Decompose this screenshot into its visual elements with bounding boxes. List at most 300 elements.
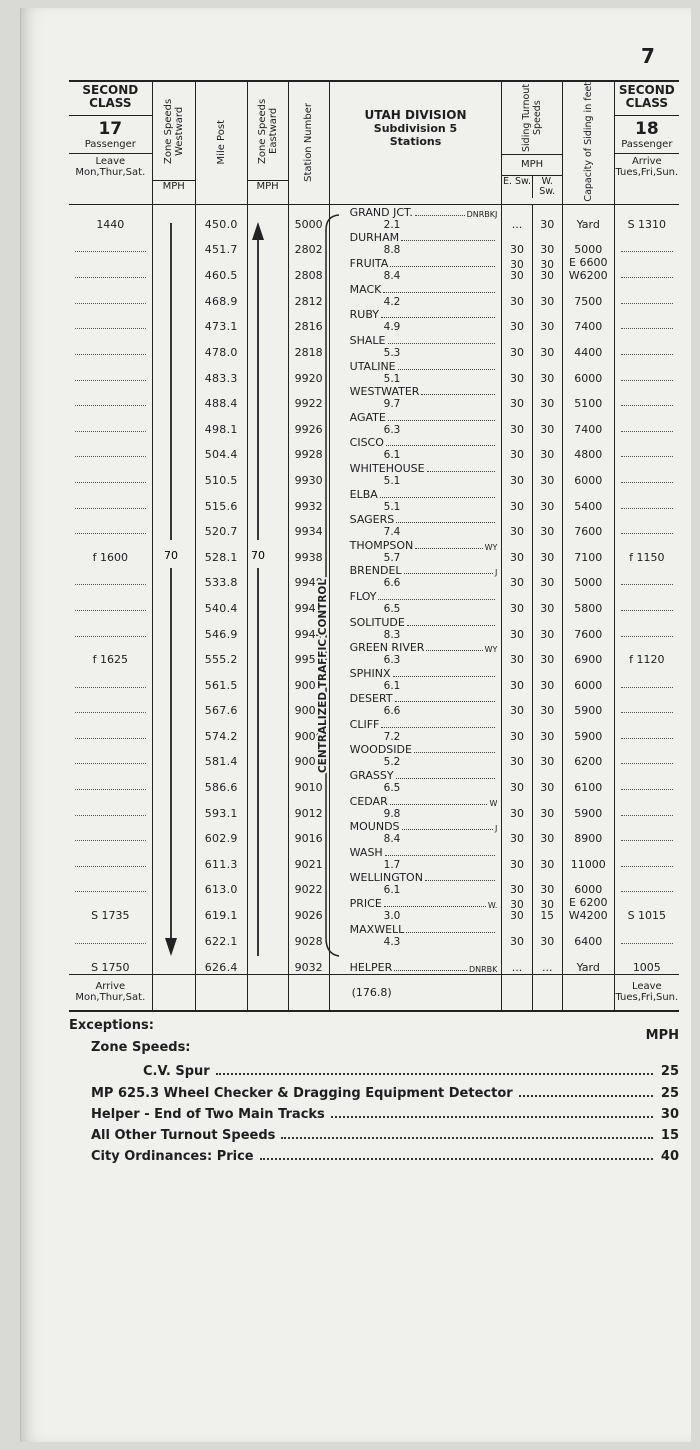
train-18-time xyxy=(614,410,679,436)
right-time-leader xyxy=(621,814,673,816)
exception-item xyxy=(91,1107,679,1122)
table-row xyxy=(69,589,679,615)
station-name: FRUITA xyxy=(349,257,389,271)
siding-capacity: 5900 xyxy=(562,717,614,743)
siding-capacity: 7600 xyxy=(562,513,614,539)
ctc-label: CENTRALIZED TRAFFIC CONTROL xyxy=(317,578,329,774)
train-18-time xyxy=(614,922,679,948)
train-17-time xyxy=(69,461,152,487)
station-cell xyxy=(329,385,502,411)
siding-capacity: E 6200 W4200 xyxy=(562,896,614,922)
e-switch-speed: ... xyxy=(502,205,532,231)
station-cell xyxy=(329,538,502,564)
train-17-time xyxy=(69,615,152,641)
e-switch-speed: 30 xyxy=(502,615,532,641)
siding-capacity: Yard xyxy=(562,205,614,231)
e-switch-speed: 30 xyxy=(502,922,532,948)
left-time-leader xyxy=(75,762,146,764)
station-number: 9010 xyxy=(288,768,329,794)
w-switch-speed: 30 xyxy=(532,922,562,948)
table-row xyxy=(69,922,679,948)
train-17-time: S 1735 xyxy=(69,896,152,922)
station-number: 2812 xyxy=(288,282,329,308)
station-distance: 8.4 xyxy=(383,270,401,283)
table-row xyxy=(69,896,679,922)
station-name: CLIFF xyxy=(349,717,380,731)
station-number: 9022 xyxy=(288,871,329,897)
e-switch-speed: 30 xyxy=(502,564,532,590)
train-18-time xyxy=(614,666,679,692)
left-time-leader xyxy=(75,404,146,406)
w-switch-speed: 30 xyxy=(532,794,562,820)
right-time-leader xyxy=(621,839,673,841)
mile-post: 555.2 xyxy=(195,641,247,667)
total-distance: (176.8) xyxy=(329,974,502,1011)
siding-capacity: 4800 xyxy=(562,436,614,462)
e-switch-speed-2: 30 xyxy=(510,270,524,283)
capacity-header xyxy=(562,81,614,205)
station-distance: 7.2 xyxy=(383,730,401,743)
e-switch-speed: 30 xyxy=(502,641,532,667)
station-code: J xyxy=(495,568,498,578)
exception-item xyxy=(91,1149,679,1164)
train-18-time xyxy=(614,768,679,794)
station-cell xyxy=(329,282,502,308)
e-switch-speed: 30 xyxy=(502,845,532,871)
w-switch-speed: 30 xyxy=(532,385,562,411)
subdivision-title: Subdivision 5 xyxy=(373,122,458,135)
table-row xyxy=(69,282,679,308)
mile-post: 561.5 xyxy=(195,666,247,692)
table-row xyxy=(69,717,679,743)
left-time-leader xyxy=(75,942,146,944)
train-17-time xyxy=(69,589,152,615)
siding-capacity: 8900 xyxy=(562,820,614,846)
left-time-leader xyxy=(75,865,146,867)
table-row xyxy=(69,845,679,871)
station-number: 9944 xyxy=(288,615,329,641)
w-switch-speed: 30 xyxy=(532,717,562,743)
left-time-leader xyxy=(75,276,146,278)
e-switch-speed xyxy=(502,256,532,282)
station-distance: 9.8 xyxy=(383,807,401,820)
train-18-time xyxy=(614,871,679,897)
station-cell xyxy=(329,308,502,334)
train-17-time: 1440 xyxy=(69,205,152,231)
station-cell xyxy=(329,231,502,257)
left-train-header xyxy=(69,81,152,205)
mile-post: 473.1 xyxy=(195,308,247,334)
left-time-leader xyxy=(75,302,146,304)
right-time-leader xyxy=(621,327,673,329)
station-name: DURHAM xyxy=(349,231,400,245)
train-17-time xyxy=(69,333,152,359)
right-time-leader xyxy=(621,788,673,790)
mile-post: 510.5 xyxy=(195,461,247,487)
footer-right-days: Leave Tues,Fri,Sun. xyxy=(614,974,679,1011)
left-time-leader xyxy=(75,379,146,381)
zone-west-mph: MPH xyxy=(153,180,195,192)
station-cell xyxy=(329,589,502,615)
station-distance: 5.1 xyxy=(383,474,401,487)
train-18-time xyxy=(614,359,679,385)
left-days: Leave Mon,Thur,Sat. xyxy=(69,153,152,178)
train-18-time xyxy=(614,845,679,871)
station-cell xyxy=(329,845,502,871)
table-row xyxy=(69,410,679,436)
left-time-leader xyxy=(75,686,146,688)
station-distance: 6.1 xyxy=(383,449,401,462)
train-18-time xyxy=(614,513,679,539)
train-17-time xyxy=(69,410,152,436)
siding-capacity: 6200 xyxy=(562,743,614,769)
station-name: CISCO xyxy=(349,436,384,450)
station-number: 9016 xyxy=(288,820,329,846)
table-row xyxy=(69,615,679,641)
train-17-time xyxy=(69,666,152,692)
e-switch-speed: 30 xyxy=(502,717,532,743)
zone-east-label: Zone Speeds Eastward xyxy=(256,98,279,164)
station-cell xyxy=(329,666,502,692)
e-switch-speed xyxy=(502,896,532,922)
exception-value: 30 xyxy=(660,1107,679,1122)
zone-west-header xyxy=(152,81,195,205)
w-switch-speed: 30 xyxy=(532,666,562,692)
station-name: MOUNDS xyxy=(349,820,400,834)
train-18-time xyxy=(614,231,679,257)
right-time-leader xyxy=(621,250,673,252)
right-time-leader xyxy=(621,737,673,739)
siding-capacity: 5000 xyxy=(562,231,614,257)
siding-capacity: 5900 xyxy=(562,794,614,820)
mile-post: 520.7 xyxy=(195,513,247,539)
station-name: CEDAR xyxy=(349,794,388,808)
table-row xyxy=(69,538,679,564)
siding-capacity: E 6600 W6200 xyxy=(562,256,614,282)
station-cell xyxy=(329,794,502,820)
train-18-time: S 1310 xyxy=(627,217,667,231)
right-time-leader xyxy=(621,404,673,406)
e-switch-speed: 30 xyxy=(502,385,532,411)
mile-post: 581.4 xyxy=(195,743,247,769)
w-sw-label: W. Sw. xyxy=(539,176,556,197)
mile-post: 586.6 xyxy=(195,768,247,794)
table-row xyxy=(69,794,679,820)
station-name: RUBY xyxy=(349,308,379,322)
table-row xyxy=(69,564,679,590)
siding-capacity: 7600 xyxy=(562,615,614,641)
e-switch-speed: 30 xyxy=(502,487,532,513)
zone-east-mph: MPH xyxy=(248,180,288,192)
train-17-time xyxy=(69,308,152,334)
left-time-leader xyxy=(75,737,146,739)
mile-post: 533.8 xyxy=(195,564,247,590)
siding-capacity: 5800 xyxy=(562,589,614,615)
station-distance: 3.0 xyxy=(383,910,401,923)
station-name: BRENDEL xyxy=(349,564,402,578)
right-time-leader xyxy=(621,481,673,483)
e-switch-speed: 30 xyxy=(502,282,532,308)
train-18-time xyxy=(614,820,679,846)
station-number: 9920 xyxy=(288,359,329,385)
train-18-time: f 1150 xyxy=(629,550,665,564)
station-number: 9032 xyxy=(288,948,329,974)
station-distance: 6.5 xyxy=(383,602,401,615)
w-switch-speed: 30 xyxy=(532,513,562,539)
exception-label: Helper - End of Two Main Tracks xyxy=(91,1107,325,1122)
station-number: 9934 xyxy=(288,513,329,539)
station-number: 9930 xyxy=(288,461,329,487)
station-cell xyxy=(329,410,502,436)
train-18-time xyxy=(614,564,679,590)
station-distance: 4.9 xyxy=(383,321,401,334)
e-switch-speed: 30 xyxy=(502,308,532,334)
w-switch-speed-1: 30 xyxy=(540,899,554,912)
station-distance: 6.3 xyxy=(383,654,401,667)
station-name: SAGERS xyxy=(349,513,395,527)
train-17-time xyxy=(69,513,152,539)
right-time-leader xyxy=(621,890,673,892)
right-time-leader xyxy=(621,942,673,944)
e-switch-speed: 30 xyxy=(502,410,532,436)
station-distance: 8.3 xyxy=(383,628,401,641)
mile-post: 540.4 xyxy=(195,589,247,615)
siding-capacity: 6100 xyxy=(562,768,614,794)
train-17-time xyxy=(69,845,152,871)
station-distance: 6.1 xyxy=(383,679,401,692)
mile-post: 626.4 xyxy=(195,948,247,974)
station-name: DESERT xyxy=(349,692,393,706)
train-17-time xyxy=(69,282,152,308)
mile-post: 528.1 xyxy=(195,538,247,564)
siding-capacity: 5900 xyxy=(562,692,614,718)
station-name: MACK xyxy=(349,282,382,296)
w-switch-speed xyxy=(532,256,562,282)
station-cell xyxy=(329,359,502,385)
exception-label: MP 625.3 Wheel Checker & Dragging Equipment Detector xyxy=(91,1086,513,1101)
train-18-time: S 1015 xyxy=(627,909,667,923)
e-switch-speed-2: 30 xyxy=(510,910,524,923)
right-time-leader xyxy=(621,455,673,457)
w-switch-speed xyxy=(532,896,562,922)
exception-label: All Other Turnout Speeds xyxy=(91,1128,276,1143)
station-distance: 2.1 xyxy=(383,218,401,231)
w-switch-speed: 30 xyxy=(532,641,562,667)
train-18-time xyxy=(614,282,679,308)
table-row xyxy=(69,768,679,794)
exception-label: C.V. Spur xyxy=(143,1064,210,1079)
exception-item xyxy=(91,1128,679,1143)
station-distance: 6.6 xyxy=(383,705,401,718)
e-switch-speed: ... xyxy=(502,948,532,974)
station-distance: 7.4 xyxy=(383,526,401,539)
mile-post: 450.0 xyxy=(195,205,247,231)
station-name: UTALINE xyxy=(349,359,396,373)
siding-capacity: 11000 xyxy=(562,845,614,871)
station-distance: 5.1 xyxy=(383,372,401,385)
right-time-leader xyxy=(621,686,673,688)
right-train-number: 18 xyxy=(615,115,679,139)
left-time-leader xyxy=(75,583,146,585)
e-switch-speed: 30 xyxy=(502,768,532,794)
mile-post: 515.6 xyxy=(195,487,247,513)
station-name: THOMPSON xyxy=(349,538,414,552)
table-row xyxy=(69,487,679,513)
table-row xyxy=(69,461,679,487)
station-name: SPHINX xyxy=(349,666,391,680)
station-number: 9003 xyxy=(288,666,329,692)
station-cell xyxy=(329,692,502,718)
w-switch-speed: 30 xyxy=(532,205,562,231)
mile-post: 504.4 xyxy=(195,436,247,462)
station-number: 2808 xyxy=(288,256,329,282)
footer-left-days: Arrive Mon,Thur,Sat. xyxy=(69,974,152,1011)
siding-capacity: 7500 xyxy=(562,282,614,308)
train-17-time xyxy=(69,564,152,590)
station-distance: 6.5 xyxy=(383,782,401,795)
timetable-body xyxy=(69,205,679,975)
stations-header xyxy=(329,81,502,205)
siding-capacity: 4400 xyxy=(562,333,614,359)
capacity-label: Capacity of Siding in feet xyxy=(582,82,594,202)
left-time-leader xyxy=(75,532,146,534)
left-time-leader xyxy=(75,788,146,790)
mile-post: 602.9 xyxy=(195,820,247,846)
right-time-leader xyxy=(621,507,673,509)
e-switch-speed: 30 xyxy=(502,436,532,462)
train-18-time xyxy=(614,743,679,769)
left-time-leader xyxy=(75,250,146,252)
station-distance: 6.3 xyxy=(383,423,401,436)
w-switch-speed: ... xyxy=(532,948,562,974)
mile-post: 483.3 xyxy=(195,359,247,385)
train-17-time xyxy=(69,768,152,794)
train-17-time xyxy=(69,359,152,385)
e-switch-speed: 30 xyxy=(502,666,532,692)
turnout-label: Siding Turnout Speeds xyxy=(521,83,544,153)
mile-post-header xyxy=(195,81,247,205)
station-name: WELLINGTON xyxy=(349,871,423,885)
station-name: HELPER xyxy=(349,960,393,974)
train-17-time xyxy=(69,871,152,897)
station-name: SHALE xyxy=(349,333,386,347)
exceptions-title: Exceptions: xyxy=(69,1018,154,1033)
mile-post: 619.1 xyxy=(195,896,247,922)
e-switch-speed: 30 xyxy=(502,794,532,820)
w-switch-speed: 30 xyxy=(532,871,562,897)
train-17-time xyxy=(69,256,152,282)
station-number: 9922 xyxy=(288,385,329,411)
exception-value: 25 xyxy=(660,1086,679,1101)
w-switch-speed: 30 xyxy=(532,487,562,513)
train-17-time: f 1625 xyxy=(69,641,152,667)
left-time-leader xyxy=(75,711,146,713)
station-cell xyxy=(329,256,502,282)
w-switch-speed: 30 xyxy=(532,461,562,487)
left-time-leader xyxy=(75,635,146,637)
siding-capacity: 6000 xyxy=(562,871,614,897)
timetable xyxy=(69,80,679,1012)
w-switch-speed: 30 xyxy=(532,743,562,769)
w-switch-speed: 30 xyxy=(532,333,562,359)
train-18-time xyxy=(614,436,679,462)
station-cell xyxy=(329,487,502,513)
w-switch-speed: 30 xyxy=(532,231,562,257)
e-switch-speed: 30 xyxy=(502,333,532,359)
train-17-time xyxy=(69,231,152,257)
turnout-mph: MPH xyxy=(502,154,561,175)
train-18-time xyxy=(614,717,679,743)
right-time-leader xyxy=(621,583,673,585)
station-code: WY xyxy=(484,542,498,552)
train-17-time xyxy=(69,692,152,718)
station-cell xyxy=(329,461,502,487)
station-distance: 4.3 xyxy=(383,936,401,949)
train-18-time xyxy=(614,487,679,513)
e-switch-speed: 30 xyxy=(502,820,532,846)
left-time-leader xyxy=(75,353,146,355)
table-row xyxy=(69,743,679,769)
siding-capacity: 6900 xyxy=(562,641,614,667)
mile-post: 460.5 xyxy=(195,256,247,282)
station-cell xyxy=(329,641,502,667)
table-row xyxy=(69,385,679,411)
station-number: 2816 xyxy=(288,308,329,334)
station-number: 9028 xyxy=(288,922,329,948)
station-number-header xyxy=(288,81,329,205)
exception-value: 40 xyxy=(660,1149,679,1164)
station-name: WASH xyxy=(349,845,383,859)
right-train-header xyxy=(614,81,679,205)
station-name: AGATE xyxy=(349,410,386,424)
left-time-leader xyxy=(75,814,146,816)
exception-value: 15 xyxy=(660,1128,679,1143)
station-cell xyxy=(329,436,502,462)
right-time-leader xyxy=(621,379,673,381)
e-switch-speed: 30 xyxy=(502,871,532,897)
right-time-leader xyxy=(621,302,673,304)
station-name: GREEN RIVER xyxy=(349,641,425,655)
train-18-time xyxy=(614,794,679,820)
station-name: FLOY xyxy=(349,589,377,603)
right-time-leader xyxy=(621,711,673,713)
mile-post: 546.9 xyxy=(195,615,247,641)
timetable-page xyxy=(20,8,691,1442)
station-cell xyxy=(329,820,502,846)
turnout-header xyxy=(502,81,562,205)
station-cell xyxy=(329,717,502,743)
right-time-leader xyxy=(621,609,673,611)
w-switch-speed: 30 xyxy=(532,564,562,590)
siding-capacity: 6000 xyxy=(562,461,614,487)
train-18-time xyxy=(614,385,679,411)
siding-capacity: Yard xyxy=(562,948,614,974)
station-number: 9940 xyxy=(288,564,329,590)
station-name: MAXWELL xyxy=(349,923,405,937)
mile-post-label: Mile Post xyxy=(215,119,227,165)
exception-item xyxy=(143,1064,679,1079)
train-17-time xyxy=(69,820,152,846)
siding-capacity: 7100 xyxy=(562,538,614,564)
siding-capacity: 5400 xyxy=(562,487,614,513)
left-class-label: SECOND CLASS xyxy=(82,83,139,110)
w-switch-speed: 30 xyxy=(532,845,562,871)
mile-post: 613.0 xyxy=(195,871,247,897)
siding-capacity: 5100 xyxy=(562,385,614,411)
left-time-leader xyxy=(75,839,146,841)
station-number: 9932 xyxy=(288,487,329,513)
division-title: UTAH DIVISION xyxy=(364,108,467,122)
